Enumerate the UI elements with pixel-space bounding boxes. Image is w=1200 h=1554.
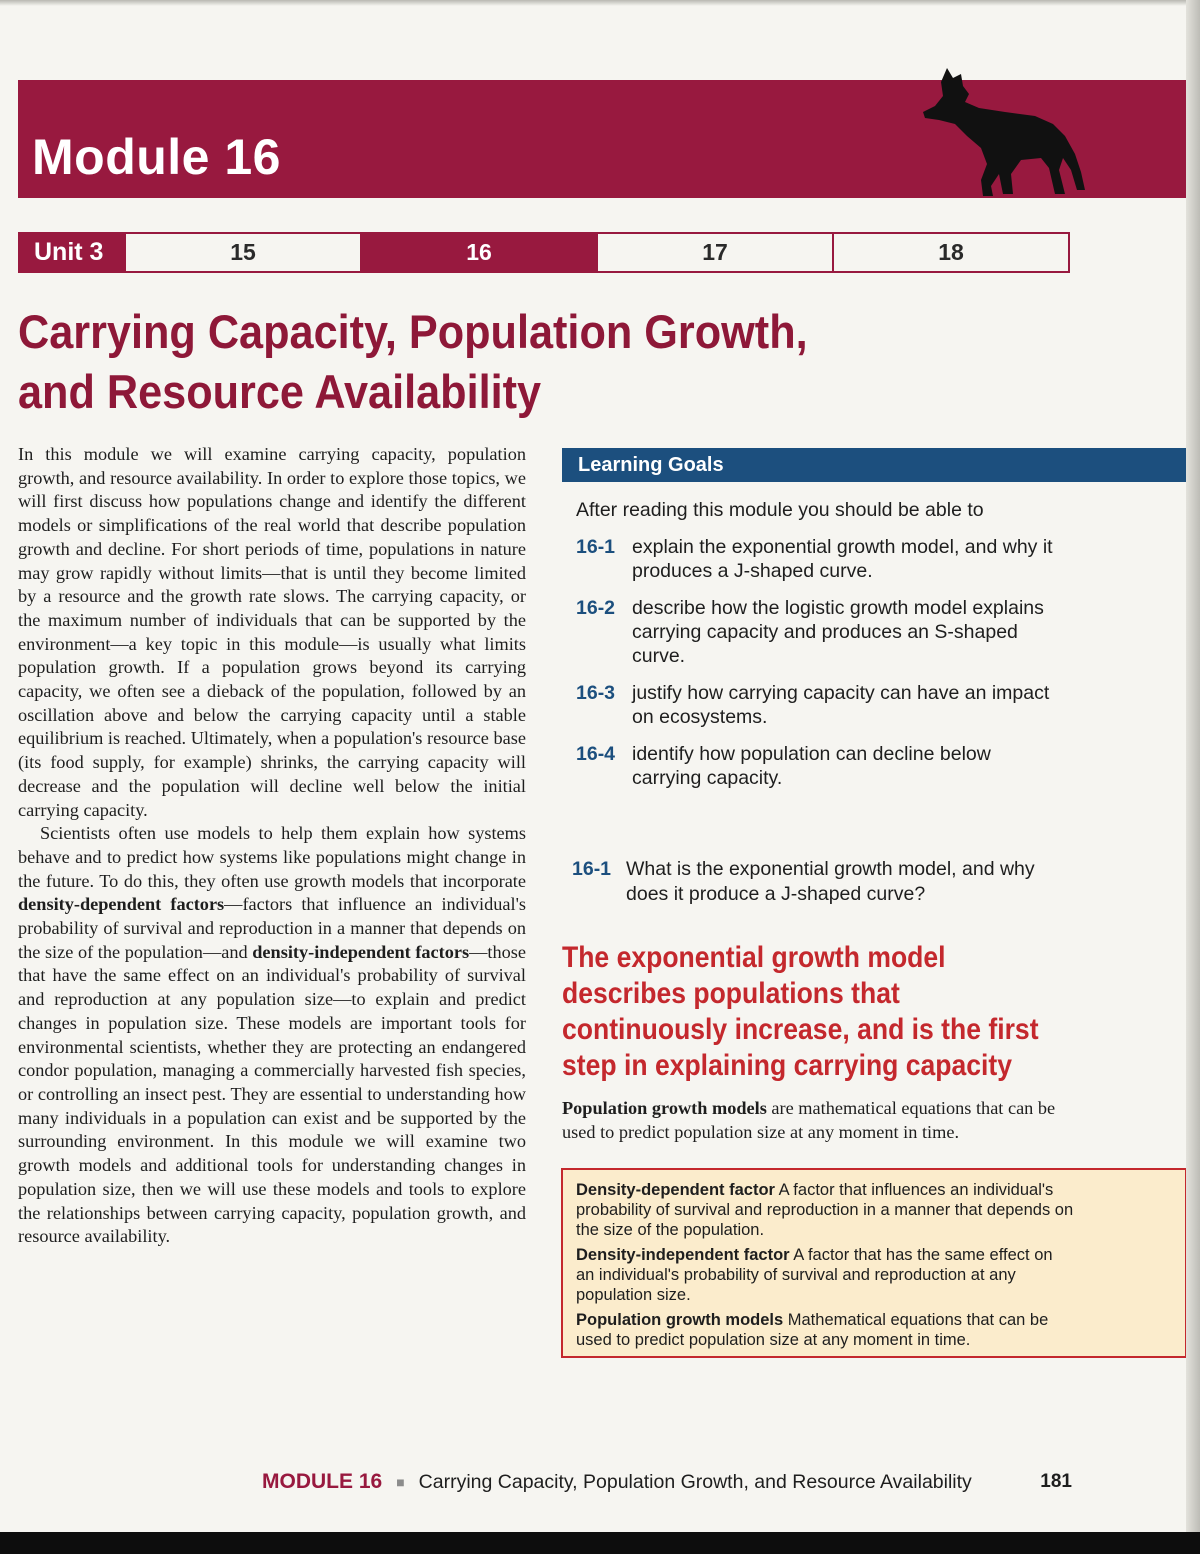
- learning-goal-item: [576, 742, 1058, 790]
- glossary-definition: A factor that influences an individual's probability of survival and reproduction in a manner that depends on the size of the population.: [576, 1181, 1074, 1239]
- learning-goal-item: [576, 681, 1058, 729]
- learning-goals-header: Learning Goals: [562, 448, 1188, 482]
- goal-number: 16-2: [576, 597, 616, 619]
- page-title-line-2: and Resource Availability: [18, 365, 542, 418]
- section-question-number: 16-1: [572, 858, 612, 880]
- learning-goal-item: [576, 535, 1058, 583]
- glossary-entry: [576, 1180, 1075, 1240]
- term-density-dependent: density-dependent factors: [18, 894, 225, 915]
- glossary-box: [561, 1168, 1187, 1358]
- glossary-definition: Mathematical equations that can be used to predict population size at any moment in time.: [576, 1311, 1049, 1349]
- page-title: [18, 302, 846, 422]
- unit-navigation: [18, 232, 1070, 273]
- section-paragraph-rest: are mathematical equations that can be used to predict population size at any moment in time.: [562, 1098, 1056, 1142]
- glossary-term: Density-dependent factor: [576, 1181, 775, 1199]
- section-question: [572, 857, 1072, 907]
- section-question-text: What is the exponential growth model, and why does it produce a J-shaped curve?: [626, 858, 1035, 905]
- glossary-term: Population growth models: [576, 1311, 784, 1329]
- goal-number: 16-4: [576, 743, 616, 765]
- intro-paragraph-2: [18, 822, 526, 1249]
- section-paragraph: [562, 1096, 1072, 1144]
- learning-goals-box: [562, 482, 1072, 814]
- page-number: 181: [1040, 1471, 1072, 1492]
- goal-number: 16-1: [576, 536, 616, 558]
- module-tab-15[interactable]: 15: [124, 232, 362, 273]
- glossary-entry: [576, 1310, 1075, 1350]
- module-tab-16[interactable]: 16: [362, 232, 598, 273]
- learning-goal-item: [576, 596, 1058, 668]
- goal-text: explain the exponential growth model, and why it produces a J-shaped curve.: [632, 536, 1053, 582]
- footer-title: Carrying Capacity, Population Growth, and Resource Availability: [418, 1470, 972, 1493]
- para2-part-b: —factors that influence an individual's probability of survival and reproduction in a manner that depends on the size of the population—and: [18, 894, 526, 962]
- glossary-definition: A factor that has the same effect on an individual's probability of survival and reproduction at any population size.: [576, 1246, 1053, 1304]
- para2-part-c: —those that have the same effect on an individual's probability of survival and reproduction at any population size—to explain and predict changes in population size. These models are important tools for environmental scientists, whether they are protecting an endangered condor population, managing a commercially harvested fish species, or controlling an insect pest. They are essential to understanding how many individuals in a population can exist and be supported by the surrounding environment. In this module we will examine two growth models and additional tools for understanding changes in population size, then we will use these models and tools to explore the relationships between carrying capacity, population growth, and resource availability.: [18, 941, 527, 1247]
- module-title: Module 16: [32, 129, 281, 185]
- term-density-independent: density-independent factors: [252, 941, 470, 962]
- module-tab-18[interactable]: 18: [834, 232, 1070, 273]
- page-title-line-1: Carrying Capacity, Population Growth,: [18, 305, 808, 358]
- unit-label: Unit 3: [18, 232, 124, 273]
- intro-paragraph-1: In this module we will examine carrying capacity, population growth, and resource availability. In order to explore those topics, we will first discuss how populations change and identify the different models or simplifications of the real world that describe population growth and decline. For short periods of time, populations in nature may grow rapidly without limits—that is until they become limited by a resource and the growth rate slows. The carrying capacity, or the maximum number of individuals that can be supported by the environment—a key topic in this module—is usually what limits population growth. If a population grows beyond its carrying capacity, we often see a dieback of the population, followed by an oscillation above and below the carrying capacity until a stable equilibrium is reached. Ultimately, when a population's resource base (its food supply, for example) shrinks, the carrying capacity will decrease and the population will decline well below the initial carrying capacity.: [18, 444, 526, 820]
- page-bottom-edge: [0, 1532, 1200, 1554]
- goal-text: justify how carrying capacity can have an impact on ecosystems.: [632, 682, 1050, 728]
- learning-goals-intro: After reading this module you should be able to: [576, 499, 984, 521]
- footer-module: MODULE 16: [262, 1470, 383, 1493]
- para2-part-a: Scientists often use models to help them explain how systems behave and to predict how systems like populations might change in the future. To do this, they often use growth models that incorporate: [18, 823, 526, 891]
- glossary-entry: [576, 1245, 1075, 1305]
- goal-text: identify how population can decline below carrying capacity.: [632, 743, 991, 789]
- glossary-term: Density-independent factor: [576, 1246, 790, 1264]
- page-footer: [262, 1470, 1072, 1494]
- intro-body-text: [18, 443, 526, 1249]
- section-heading: The exponential growth model describes populations that continuously increase, and is the first step in explaining carrying capacity: [562, 941, 1039, 1082]
- term-population-growth-models: Population growth models: [562, 1098, 767, 1118]
- footer-separator-icon: ■: [396, 1474, 405, 1490]
- goal-number: 16-3: [576, 682, 616, 704]
- module-tab-17[interactable]: 17: [598, 232, 834, 273]
- page-edge-shadow: [1186, 0, 1200, 1554]
- page-top-edge: [0, 0, 1200, 6]
- goal-text: describe how the logistic growth model explains carrying capacity and produces an S-shaped curve.: [632, 597, 1044, 667]
- coyote-silhouette-icon: [895, 62, 1095, 197]
